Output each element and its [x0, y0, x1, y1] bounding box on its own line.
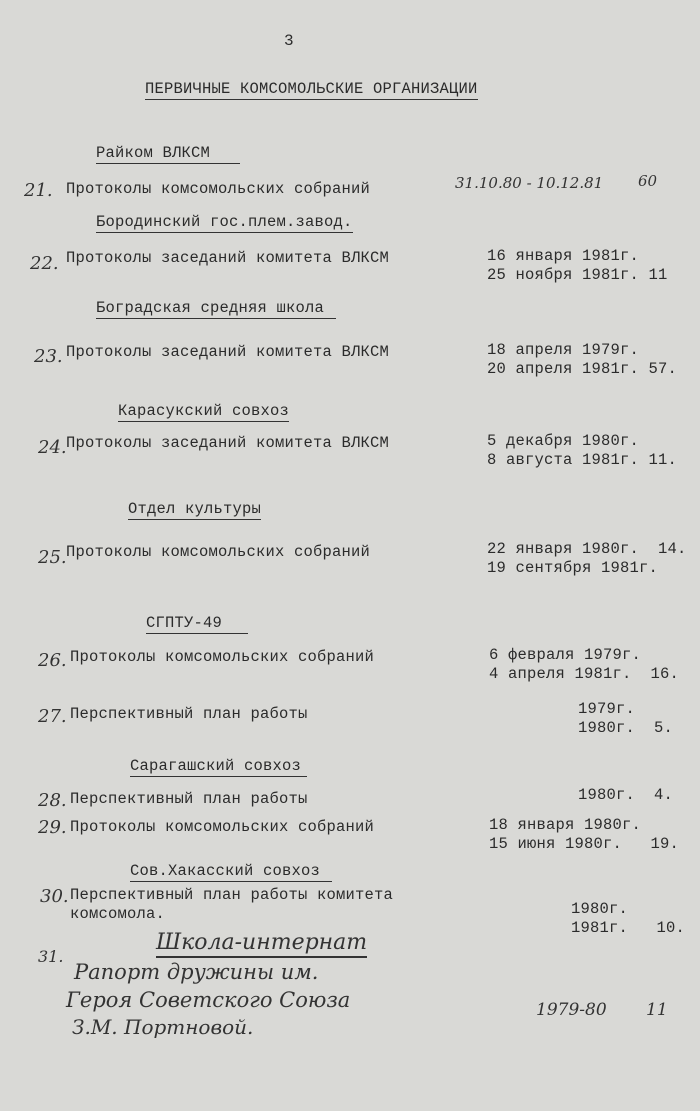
- item-number: 31.: [38, 947, 64, 966]
- section-heading: Боградская средняя школа: [96, 299, 336, 319]
- item-number: 23.: [34, 346, 63, 367]
- item-number: 24.: [38, 437, 67, 458]
- item-number: 27.: [38, 706, 67, 727]
- section-heading: Отдел культуры: [128, 500, 262, 518]
- item-date-line: 1980г.: [571, 900, 629, 918]
- section-heading: Карасукский совхоз: [118, 402, 290, 420]
- item-date-line: 22 января 1980г. 14.: [487, 540, 687, 558]
- item-text: Протоколы комсомольских собраний: [66, 543, 371, 561]
- item-text-continued: З.М. Портновой.: [72, 1015, 254, 1039]
- item-date-line: 16 января 1981г.: [487, 247, 640, 265]
- item-date-line: 5 декабря 1980г.: [487, 432, 640, 450]
- section-heading: Райком ВЛКСМ: [96, 144, 240, 164]
- item-number: 30.: [40, 886, 69, 907]
- item-text: Перспективный план работы комитета: [70, 886, 394, 904]
- item-date-line: 18 января 1980г.: [489, 816, 642, 834]
- item-date-line: 1981г. 10.: [571, 919, 686, 937]
- item-text-continued: комсомола.: [70, 905, 166, 923]
- item-date-line: 1979г.: [578, 700, 636, 718]
- section-heading: Сов.Хакасский совхоз: [130, 862, 332, 882]
- item-date-line: 1980г. 5.: [578, 719, 674, 737]
- item-count: 11: [646, 1000, 668, 1020]
- item-text: Протоколы комсомольских собраний: [70, 818, 375, 836]
- item-text: Протоколы заседаний комитета ВЛКСМ: [66, 249, 390, 267]
- item-date-line: 1980г. 4.: [578, 786, 674, 804]
- page-title: ПЕРВИЧНЫЕ КОМСОМОЛЬСКИЕ ОРГАНИЗАЦИИ: [145, 80, 478, 98]
- page-number: 3: [284, 32, 294, 50]
- item-dates: 1979-80: [536, 1000, 607, 1020]
- item-text-continued: Героя Советского Союза: [66, 988, 351, 1012]
- item-text: Перспективный план работы: [70, 790, 308, 808]
- item-date-line: 15 июня 1980г. 19.: [489, 835, 680, 853]
- item-text: Рапорт дружины им.: [74, 960, 319, 984]
- item-text: Протоколы комсомольских собраний: [66, 180, 371, 198]
- section-heading: Сарагашский совхоз: [130, 757, 307, 777]
- item-text: Перспективный план работы: [70, 705, 308, 723]
- item-date-line: 4 апреля 1981г. 16.: [489, 665, 680, 683]
- item-dates: 31.10.80 - 10.12.81: [455, 174, 604, 192]
- item-date-line: 25 ноября 1981г. 11: [487, 266, 668, 284]
- item-date-line: 8 августа 1981г. 11.: [487, 451, 678, 469]
- item-date-line: 18 апреля 1979г.: [487, 341, 640, 359]
- section-heading: Бородинский гос.плем.завод.: [96, 213, 353, 231]
- section-heading: СГПТУ-49: [146, 614, 248, 634]
- item-date-line: 19 сентября 1981г.: [487, 559, 659, 577]
- item-number: 21.: [24, 180, 53, 201]
- item-number: 28.: [38, 790, 67, 811]
- item-number: 26.: [38, 650, 67, 671]
- item-text: Протоколы заседаний комитета ВЛКСМ: [66, 434, 390, 452]
- item-count: 60: [638, 172, 658, 190]
- item-date-line: 20 апреля 1981г. 57.: [487, 360, 678, 378]
- item-number: 25.: [38, 547, 67, 568]
- item-text: Протоколы заседаний комитета ВЛКСМ: [66, 343, 390, 361]
- item-text: Протоколы комсомольских собраний: [70, 648, 375, 666]
- item-number: 29.: [38, 817, 67, 838]
- item-date-line: 6 февраля 1979г.: [489, 646, 642, 664]
- section-heading: Школа-интернат: [156, 930, 367, 958]
- item-number: 22.: [30, 253, 59, 274]
